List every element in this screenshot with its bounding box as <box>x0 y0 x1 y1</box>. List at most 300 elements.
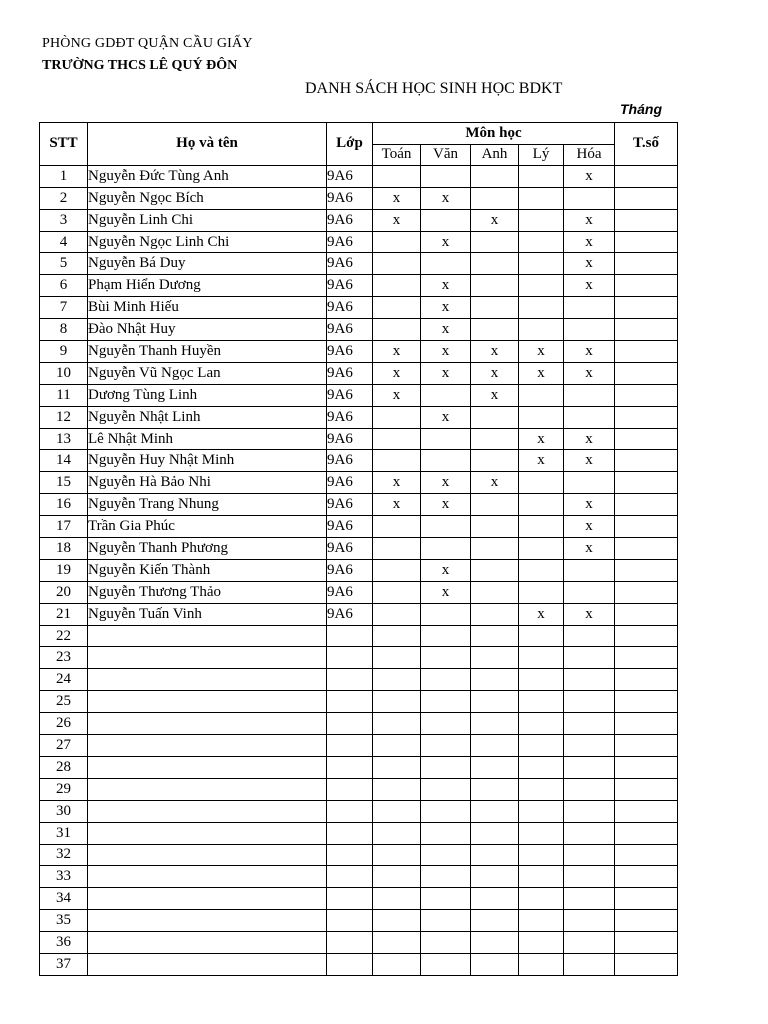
row-subject-mark: x <box>564 165 615 187</box>
row-subject-mark <box>564 713 615 735</box>
table-row <box>40 778 678 800</box>
row-student-name <box>88 778 327 800</box>
row-subject-mark <box>373 319 421 341</box>
row-subject-mark: x <box>421 362 471 384</box>
row-subject-mark: x <box>421 341 471 363</box>
row-subject-mark <box>421 450 471 472</box>
row-student-name <box>88 888 327 910</box>
row-stt: 15 <box>40 472 88 494</box>
roster-body <box>40 165 678 975</box>
row-subject-mark <box>373 756 421 778</box>
row-class: 9A6 <box>327 253 373 275</box>
row-stt: 33 <box>40 866 88 888</box>
row-stt: 9 <box>40 341 88 363</box>
row-stt: 8 <box>40 319 88 341</box>
row-subject-mark <box>471 669 519 691</box>
row-subject-mark <box>471 713 519 735</box>
row-student-name: Nguyễn Đức Tùng Anh <box>88 165 327 187</box>
table-row <box>40 559 678 581</box>
row-class <box>327 778 373 800</box>
row-subject-mark <box>471 888 519 910</box>
row-class: 9A6 <box>327 275 373 297</box>
row-stt: 14 <box>40 450 88 472</box>
row-subject-mark <box>373 866 421 888</box>
row-subject-mark: x <box>421 297 471 319</box>
header-total: T.số <box>615 123 678 166</box>
row-student-name: Nguyễn Kiến Thành <box>88 559 327 581</box>
row-stt: 17 <box>40 516 88 538</box>
row-stt: 2 <box>40 187 88 209</box>
row-class <box>327 932 373 954</box>
header-subject-english: Anh <box>471 144 519 165</box>
row-subject-mark <box>519 209 564 231</box>
row-subject-mark: x <box>471 472 519 494</box>
row-stt: 23 <box>40 647 88 669</box>
row-stt: 6 <box>40 275 88 297</box>
row-subject-mark <box>373 603 421 625</box>
table-row <box>40 756 678 778</box>
row-subject-mark <box>471 516 519 538</box>
table-row <box>40 713 678 735</box>
row-total <box>615 691 678 713</box>
row-subject-mark <box>519 581 564 603</box>
row-subject-mark <box>421 756 471 778</box>
row-class: 9A6 <box>327 319 373 341</box>
row-subject-mark: x <box>373 209 421 231</box>
row-subject-mark: x <box>421 231 471 253</box>
row-subject-mark <box>421 384 471 406</box>
row-subject-mark <box>421 953 471 975</box>
row-subject-mark <box>373 297 421 319</box>
row-total <box>615 932 678 954</box>
row-class: 9A6 <box>327 209 373 231</box>
table-row <box>40 450 678 472</box>
row-total <box>615 625 678 647</box>
row-subject-mark <box>564 472 615 494</box>
row-subject-mark <box>471 866 519 888</box>
row-class: 9A6 <box>327 341 373 363</box>
row-stt: 24 <box>40 669 88 691</box>
row-class <box>327 953 373 975</box>
row-subject-mark <box>471 822 519 844</box>
row-subject-mark: x <box>471 341 519 363</box>
row-student-name: Lê Nhật Minh <box>88 428 327 450</box>
row-subject-mark <box>373 231 421 253</box>
row-total <box>615 297 678 319</box>
row-subject-mark <box>519 625 564 647</box>
table-row <box>40 647 678 669</box>
school-name: TRƯỜNG THCS LÊ QUÝ ĐÔN <box>42 58 238 73</box>
row-class: 9A6 <box>327 450 373 472</box>
row-total <box>615 603 678 625</box>
row-subject-mark: x <box>471 209 519 231</box>
row-student-name: Nguyễn Hà Bảo Nhi <box>88 472 327 494</box>
row-subject-mark <box>519 516 564 538</box>
row-subject-mark <box>471 953 519 975</box>
table-row <box>40 516 678 538</box>
row-class <box>327 822 373 844</box>
row-subject-mark <box>421 165 471 187</box>
row-subject-mark <box>519 888 564 910</box>
row-subject-mark <box>471 932 519 954</box>
row-student-name: Nguyễn Huy Nhật Minh <box>88 450 327 472</box>
row-subject-mark <box>564 778 615 800</box>
row-student-name: Đào Nhật Huy <box>88 319 327 341</box>
row-subject-mark <box>564 756 615 778</box>
row-subject-mark: x <box>564 603 615 625</box>
row-student-name <box>88 953 327 975</box>
row-total <box>615 362 678 384</box>
row-subject-mark: x <box>564 362 615 384</box>
row-subject-mark <box>373 800 421 822</box>
row-subject-mark <box>564 800 615 822</box>
row-subject-mark <box>421 669 471 691</box>
row-class: 9A6 <box>327 472 373 494</box>
row-subject-mark <box>373 932 421 954</box>
row-subject-mark <box>564 844 615 866</box>
row-subject-mark <box>471 735 519 757</box>
row-class <box>327 844 373 866</box>
row-subject-mark <box>564 559 615 581</box>
row-stt: 32 <box>40 844 88 866</box>
row-subject-mark <box>471 910 519 932</box>
row-class: 9A6 <box>327 384 373 406</box>
row-class <box>327 647 373 669</box>
row-subject-mark <box>519 647 564 669</box>
row-total <box>615 253 678 275</box>
row-subject-mark <box>519 406 564 428</box>
row-subject-mark <box>373 406 421 428</box>
table-row <box>40 581 678 603</box>
row-student-name: Dương Tùng Linh <box>88 384 327 406</box>
row-student-name <box>88 647 327 669</box>
row-subject-mark <box>519 275 564 297</box>
row-subject-mark <box>421 691 471 713</box>
row-subject-mark <box>519 800 564 822</box>
row-student-name: Nguyễn Ngọc Linh Chi <box>88 231 327 253</box>
row-stt: 7 <box>40 297 88 319</box>
row-subject-mark <box>564 319 615 341</box>
row-subject-mark <box>471 297 519 319</box>
row-class <box>327 669 373 691</box>
row-total <box>615 910 678 932</box>
row-class: 9A6 <box>327 165 373 187</box>
row-subject-mark: x <box>471 384 519 406</box>
table-row <box>40 800 678 822</box>
row-student-name: Nguyễn Thanh Phương <box>88 538 327 560</box>
row-subject-mark <box>421 778 471 800</box>
row-subject-mark <box>373 953 421 975</box>
row-subject-mark <box>421 735 471 757</box>
row-subject-mark: x <box>564 231 615 253</box>
row-subject-mark <box>564 647 615 669</box>
row-total <box>615 472 678 494</box>
row-subject-mark: x <box>519 428 564 450</box>
row-subject-mark <box>421 538 471 560</box>
row-subject-mark <box>471 800 519 822</box>
document-title: DANH SÁCH HỌC SINH HỌC BDKT <box>305 80 563 97</box>
row-subject-mark <box>471 625 519 647</box>
row-total <box>615 778 678 800</box>
table-row <box>40 275 678 297</box>
row-student-name: Nguyễn Tuấn Vinh <box>88 603 327 625</box>
row-stt: 1 <box>40 165 88 187</box>
row-subject-mark <box>519 187 564 209</box>
row-subject-mark <box>519 691 564 713</box>
table-row <box>40 209 678 231</box>
row-subject-mark <box>373 910 421 932</box>
row-student-name <box>88 669 327 691</box>
row-stt: 10 <box>40 362 88 384</box>
row-subject-mark <box>519 866 564 888</box>
row-subject-mark <box>519 559 564 581</box>
row-subject-mark <box>564 384 615 406</box>
row-subject-mark <box>519 384 564 406</box>
row-total <box>615 406 678 428</box>
row-subject-mark <box>519 494 564 516</box>
row-subject-mark: x <box>519 603 564 625</box>
row-subject-mark: x <box>421 319 471 341</box>
row-subject-mark <box>564 822 615 844</box>
row-class <box>327 713 373 735</box>
row-student-name: Phạm Hiển Dương <box>88 275 327 297</box>
row-total <box>615 800 678 822</box>
row-subject-mark: x <box>421 472 471 494</box>
row-student-name: Trần Gia Phúc <box>88 516 327 538</box>
row-stt: 27 <box>40 735 88 757</box>
row-class: 9A6 <box>327 559 373 581</box>
row-student-name: Nguyễn Trang Nhung <box>88 494 327 516</box>
row-subject-mark: x <box>519 341 564 363</box>
row-subject-mark: x <box>564 253 615 275</box>
row-subject-mark <box>373 778 421 800</box>
row-class <box>327 735 373 757</box>
row-subject-mark <box>471 231 519 253</box>
row-stt: 35 <box>40 910 88 932</box>
table-row <box>40 932 678 954</box>
row-subject-mark: x <box>373 472 421 494</box>
row-subject-mark <box>471 450 519 472</box>
row-subject-mark <box>421 932 471 954</box>
row-subject-mark <box>373 844 421 866</box>
row-student-name <box>88 713 327 735</box>
row-subject-mark: x <box>373 362 421 384</box>
row-subject-mark <box>564 187 615 209</box>
row-class: 9A6 <box>327 297 373 319</box>
row-subject-mark <box>519 297 564 319</box>
row-student-name <box>88 756 327 778</box>
row-subject-mark: x <box>519 450 564 472</box>
row-class <box>327 866 373 888</box>
row-subject-mark <box>471 581 519 603</box>
table-row <box>40 888 678 910</box>
row-subject-mark <box>519 822 564 844</box>
table-row <box>40 428 678 450</box>
row-total <box>615 581 678 603</box>
row-total <box>615 341 678 363</box>
row-subject-mark <box>421 888 471 910</box>
row-subject-mark <box>373 647 421 669</box>
row-subject-mark <box>471 406 519 428</box>
row-stt: 18 <box>40 538 88 560</box>
header-subjects: Môn học <box>373 123 615 145</box>
table-row <box>40 910 678 932</box>
table-row <box>40 494 678 516</box>
row-class: 9A6 <box>327 538 373 560</box>
row-subject-mark <box>373 735 421 757</box>
row-stt: 5 <box>40 253 88 275</box>
row-class: 9A6 <box>327 406 373 428</box>
table-row <box>40 231 678 253</box>
table-row <box>40 953 678 975</box>
row-total <box>615 756 678 778</box>
row-subject-mark <box>373 165 421 187</box>
row-class <box>327 888 373 910</box>
row-subject-mark <box>564 581 615 603</box>
row-subject-mark: x <box>373 384 421 406</box>
row-subject-mark <box>373 516 421 538</box>
row-subject-mark <box>373 428 421 450</box>
row-student-name <box>88 800 327 822</box>
row-subject-mark <box>519 713 564 735</box>
table-row <box>40 603 678 625</box>
row-student-name <box>88 866 327 888</box>
table-row <box>40 406 678 428</box>
row-subject-mark <box>373 669 421 691</box>
row-subject-mark <box>421 844 471 866</box>
row-student-name <box>88 735 327 757</box>
row-subject-mark <box>519 756 564 778</box>
header-subject-literature: Văn <box>421 144 471 165</box>
row-subject-mark: x <box>564 209 615 231</box>
table-row <box>40 691 678 713</box>
row-total <box>615 888 678 910</box>
row-subject-mark: x <box>471 362 519 384</box>
row-subject-mark <box>564 953 615 975</box>
row-subject-mark <box>519 844 564 866</box>
row-class <box>327 756 373 778</box>
row-stt: 37 <box>40 953 88 975</box>
row-subject-mark <box>421 625 471 647</box>
row-subject-mark: x <box>564 428 615 450</box>
department-name: PHÒNG GDĐT QUẬN CẦU GIẤY <box>42 36 253 51</box>
row-student-name: Nguyễn Thương Thảo <box>88 581 327 603</box>
row-total <box>615 953 678 975</box>
row-subject-mark <box>421 603 471 625</box>
table-row <box>40 297 678 319</box>
row-subject-mark <box>564 735 615 757</box>
row-stt: 21 <box>40 603 88 625</box>
row-stt: 28 <box>40 756 88 778</box>
row-subject-mark <box>373 713 421 735</box>
row-stt: 31 <box>40 822 88 844</box>
row-subject-mark <box>421 822 471 844</box>
row-subject-mark <box>373 625 421 647</box>
row-total <box>615 866 678 888</box>
row-subject-mark: x <box>564 538 615 560</box>
row-class <box>327 691 373 713</box>
table-row <box>40 625 678 647</box>
row-student-name: Nguyễn Nhật Linh <box>88 406 327 428</box>
table-row <box>40 165 678 187</box>
row-subject-mark <box>373 581 421 603</box>
row-subject-mark: x <box>421 187 471 209</box>
header-name: Họ và tên <box>88 123 327 166</box>
row-subject-mark: x <box>421 406 471 428</box>
table-row <box>40 538 678 560</box>
row-subject-mark <box>373 450 421 472</box>
row-total <box>615 538 678 560</box>
row-total <box>615 187 678 209</box>
row-subject-mark: x <box>373 187 421 209</box>
row-subject-mark <box>421 800 471 822</box>
row-total <box>615 494 678 516</box>
header-subject-physics: Lý <box>519 144 564 165</box>
table-row <box>40 384 678 406</box>
row-student-name: Bùi Minh Hiếu <box>88 297 327 319</box>
row-total <box>615 209 678 231</box>
row-subject-mark <box>519 231 564 253</box>
row-stt: 16 <box>40 494 88 516</box>
row-total <box>615 713 678 735</box>
row-subject-mark <box>564 888 615 910</box>
row-subject-mark <box>421 516 471 538</box>
row-subject-mark <box>519 735 564 757</box>
row-subject-mark <box>519 165 564 187</box>
row-subject-mark <box>373 822 421 844</box>
row-subject-mark <box>564 932 615 954</box>
row-student-name <box>88 910 327 932</box>
row-total <box>615 516 678 538</box>
row-total <box>615 384 678 406</box>
table-row <box>40 866 678 888</box>
row-subject-mark <box>519 932 564 954</box>
row-total <box>615 559 678 581</box>
row-class: 9A6 <box>327 581 373 603</box>
row-total <box>615 319 678 341</box>
row-stt: 30 <box>40 800 88 822</box>
row-subject-mark <box>471 778 519 800</box>
row-subject-mark <box>421 209 471 231</box>
row-student-name: Nguyễn Linh Chi <box>88 209 327 231</box>
table-row <box>40 735 678 757</box>
row-class: 9A6 <box>327 516 373 538</box>
row-student-name: Nguyễn Ngọc Bích <box>88 187 327 209</box>
row-subject-mark <box>519 253 564 275</box>
row-subject-mark <box>373 691 421 713</box>
row-stt: 22 <box>40 625 88 647</box>
row-subject-mark <box>421 910 471 932</box>
row-subject-mark: x <box>421 559 471 581</box>
row-subject-mark <box>519 778 564 800</box>
row-subject-mark <box>564 866 615 888</box>
table-row <box>40 362 678 384</box>
row-total <box>615 669 678 691</box>
row-subject-mark: x <box>564 450 615 472</box>
row-subject-mark <box>471 319 519 341</box>
row-subject-mark <box>421 428 471 450</box>
table-row <box>40 187 678 209</box>
row-class <box>327 910 373 932</box>
row-class: 9A6 <box>327 231 373 253</box>
row-stt: 26 <box>40 713 88 735</box>
row-subject-mark <box>471 187 519 209</box>
row-class: 9A6 <box>327 187 373 209</box>
table-row <box>40 319 678 341</box>
row-student-name: Nguyễn Vũ Ngọc Lan <box>88 362 327 384</box>
row-student-name <box>88 625 327 647</box>
header-subject-math: Toán <box>373 144 421 165</box>
